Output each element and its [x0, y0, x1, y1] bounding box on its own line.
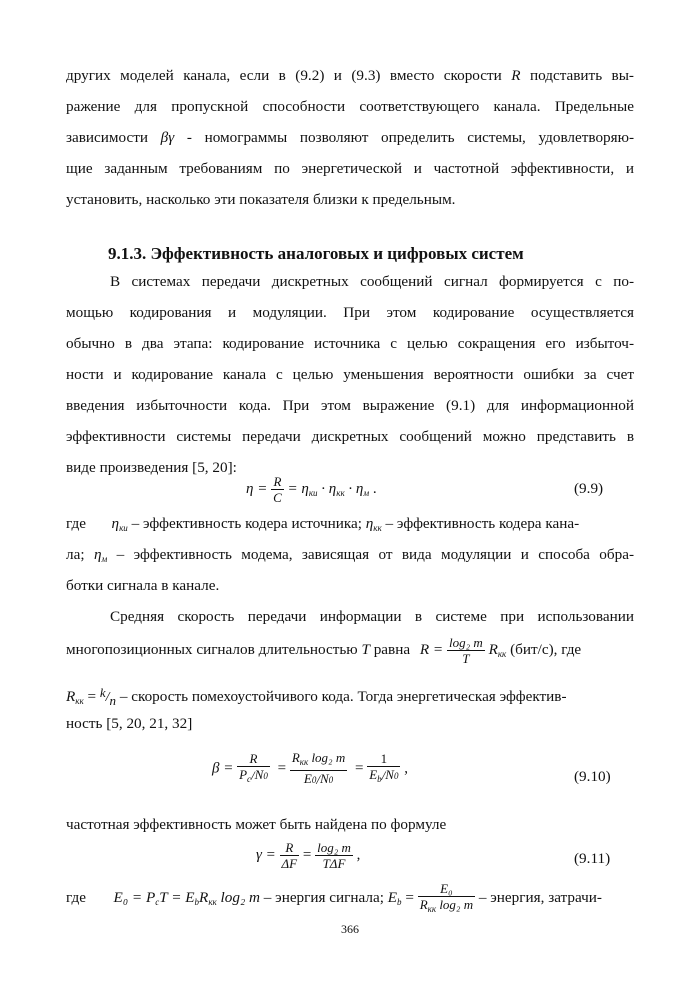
page-number: 366 — [341, 922, 359, 936]
para6-line1: где $E_0 = P_cT = E_bR_{кк}$ log₂ m – энергия сигнала; $E_b$ = $\frac{\text{E₀}}{R_{кк} \log_2 m}$ – энергия, затрачи- — [66, 880, 602, 914]
equation-9-9-label: (9.9) — [574, 480, 604, 497]
equation-9-11: γ = $\frac{R}{\Delta F}$ = $\frac{\text{log₂ m}}{\text{TΔF}}$ , — [256, 840, 361, 871]
para2-line3: обычно в два этапа: кодирование источника с целью сокращения его избыточ- — [66, 335, 634, 352]
para1-line3: зависимости βγ - номограммы позволяют определить системы, удовлетворяю- — [66, 129, 635, 146]
para4-line4: ность [5, 20, 21, 32] — [66, 715, 193, 732]
para1-line2: ражение для пропускной способности соответствующего канала. Предельные — [66, 98, 634, 115]
para1-line5: установить, насколько эти показателя близки к предельным. — [66, 191, 456, 208]
para2-line1: В системах передачи дискретных сообщений сигнал формируется с по- — [110, 273, 634, 290]
para4-line2: многопозиционных сигналов длительностью T равна R = $\frac{\text{log₂ m}}{T}$ $R_{кк}$ (бит/с), где — [66, 635, 582, 667]
para3-line2: ла; $\eta_м$ – эффективность модема, зависящая от вида модуляции и способа обра- — [66, 546, 635, 564]
equation-9-9: η = $\frac{R}{C}$ = $\eta_{ки} \cdot \eta_{кк} \cdot \eta_м$ . — [246, 474, 377, 505]
para2-line4: ности и кодирование канала с целью уменьшения вероятности ошибки за счет — [66, 366, 634, 383]
para5-line: частотная эффективность может быть найдена по формуле — [66, 816, 447, 833]
para2-line2: мощью кодирования и модуляции. При этом кодирование осуществляется — [66, 304, 634, 321]
para1-line4: щие заданным требованиям по энергетической и частотной эффективности, и — [66, 160, 634, 177]
para3-line3: ботки сигнала в канале. — [66, 577, 220, 594]
para1-line1: других моделей канала, если в (9.2) и (9.3) вместо скорости R подставить вы- — [66, 67, 634, 84]
para4-line1: Средняя скорость передачи информации в системе при использовании — [110, 608, 634, 625]
para4-line3: $R_{кк} = k/n$ – скорость помехоустойчивого кода. Тогда энергетическая эффектив- — [66, 685, 567, 708]
para3-line1: где $\eta_{ки}$ – эффективность кодера источника; $\eta_{кк}$ – эффективность кодера кана- — [66, 515, 580, 533]
para2-line6: эффективности системы передачи дискретных сообщений можно представить в — [66, 428, 634, 445]
equation-9-11-label: (9.11) — [574, 850, 611, 867]
equation-9-10: β = $\frac{R}{P_c/N0}$ = $\frac{R_{кк} \log_2 m}{E0/N0}$ = $\frac{1}{E_b/N0}$ , — [212, 750, 408, 788]
para2-line5: введения избыточности кода. При этом выражение (9.1) для информационной — [66, 397, 634, 414]
para2-line7: виде произведения [5, 20]: — [66, 459, 237, 476]
equation-9-10-label: (9.10) — [574, 768, 611, 785]
section-heading: 9.1.3. Эффективность аналоговых и цифровых систем — [108, 244, 524, 263]
